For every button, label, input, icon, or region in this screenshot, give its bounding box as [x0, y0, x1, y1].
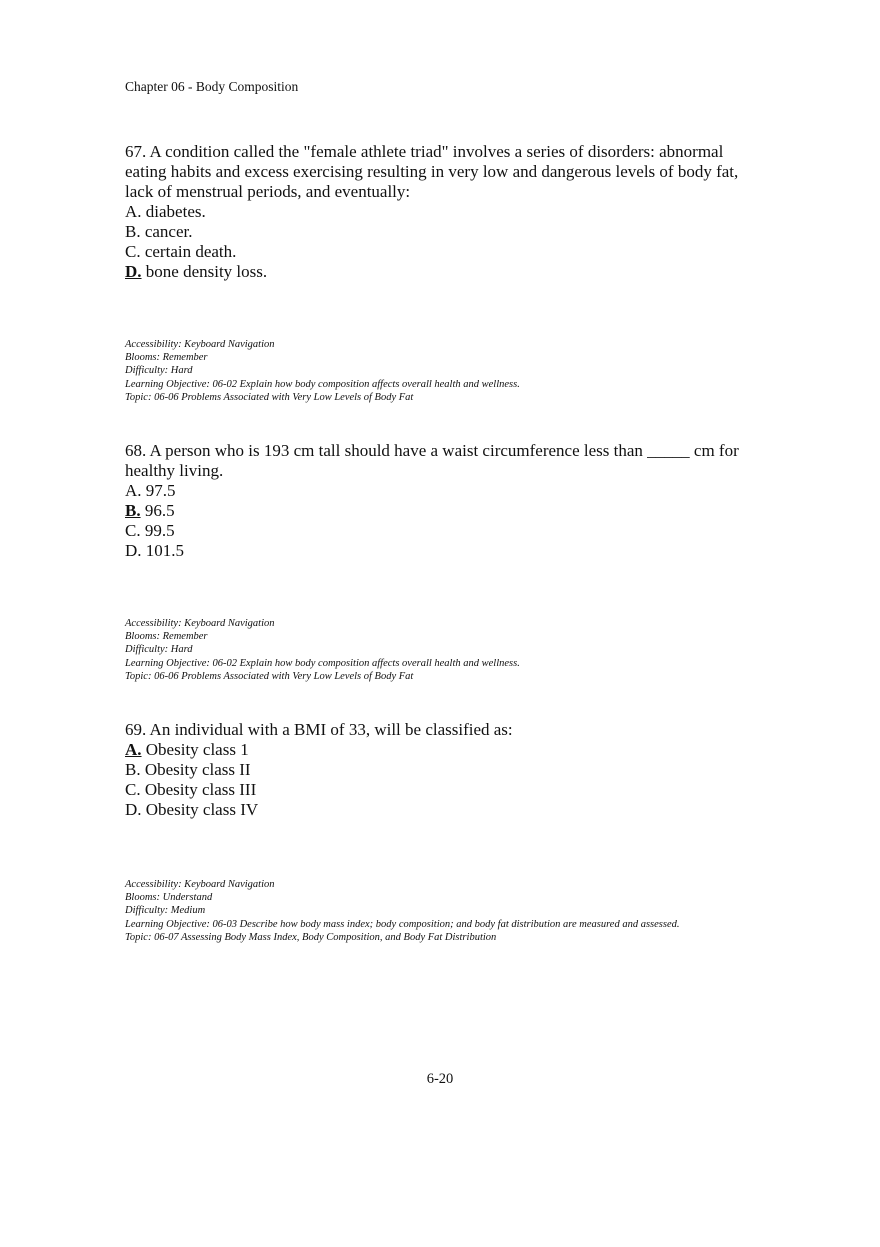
question-stem: 67. A condition called the "female athlete triad" involves a series of disorders: abnormal eating habits and excess exercising resulting in very low and dangerous levels of body fat, lack of menstrual periods, and eventually: [125, 142, 739, 201]
meta-blooms: Blooms: Understand [125, 892, 213, 904]
meta-blooms: Blooms: Remember [125, 352, 208, 364]
answer-options [125, 740, 755, 820]
option-b: B. Obesity class II [125, 760, 251, 779]
option-b: B. cancer. [125, 222, 193, 241]
answer-options [125, 202, 755, 282]
meta-learning-objective: Learning Objective: 06-02 Explain how body composition affects overall health and wellness. [125, 657, 520, 669]
question-metadata [125, 617, 805, 683]
meta-topic: Topic: 06-07 Assessing Body Mass Index, Body Composition, and Body Fat Distribution [125, 931, 497, 943]
meta-topic: Topic: 06-06 Problems Associated with Very Low Levels of Body Fat [125, 391, 414, 403]
meta-blooms: Blooms: Remember [125, 631, 208, 643]
option-c: C. certain death. [125, 242, 237, 261]
meta-accessibility: Accessibility: Keyboard Navigation [125, 339, 275, 350]
question-stem: 68. A person who is 193 cm tall should have a waist circumference less than _____ cm for healthy living. [125, 441, 739, 480]
question-metadata [125, 338, 805, 404]
option-a: A. diabetes. [125, 202, 206, 221]
page-number: 6-20 [426, 1071, 454, 1087]
question-68 [125, 441, 755, 561]
option-a: A. 97.5 [125, 481, 176, 500]
meta-learning-objective: Learning Objective: 06-03 Describe how body mass index; body composition; and body fat distribution are measured and assessed. [125, 918, 680, 930]
answer-options [125, 481, 755, 561]
chapter-header: Chapter 06 - Body Composition [125, 79, 299, 94]
option-b-correct: B. 96.5 [125, 501, 175, 520]
option-d-correct: D. bone density loss. [125, 262, 268, 281]
meta-difficulty: Difficulty: Medium [125, 905, 206, 917]
option-d: D. Obesity class IV [125, 800, 259, 819]
option-a-correct: A. Obesity class 1 [125, 740, 249, 759]
meta-topic: Topic: 06-06 Problems Associated with Very Low Levels of Body Fat [125, 670, 414, 682]
meta-accessibility: Accessibility: Keyboard Navigation [125, 618, 275, 629]
meta-accessibility: Accessibility: Keyboard Navigation [125, 879, 275, 890]
option-c: C. 99.5 [125, 521, 175, 540]
question-67 [125, 142, 755, 282]
option-c: C. Obesity class III [125, 780, 257, 799]
question-stem: 69. An individual with a BMI of 33, will be classified as: [125, 720, 513, 739]
question-metadata [125, 878, 805, 944]
meta-difficulty: Difficulty: Hard [125, 644, 193, 656]
meta-learning-objective: Learning Objective: 06-02 Explain how body composition affects overall health and wellness. [125, 378, 520, 390]
meta-difficulty: Difficulty: Hard [125, 365, 193, 377]
question-69 [125, 720, 755, 820]
option-d: D. 101.5 [125, 541, 185, 560]
